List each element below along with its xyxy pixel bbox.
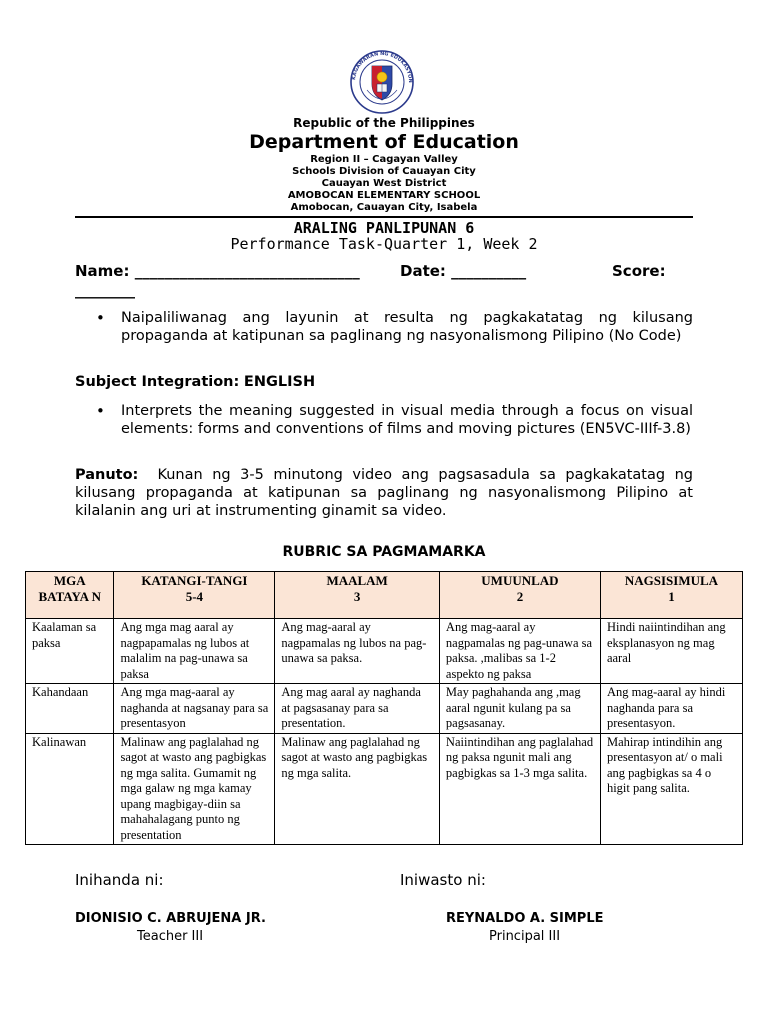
- principal-name: REYNALDO A. SIMPLE: [446, 911, 604, 926]
- date-field[interactable]: Date: __________: [400, 262, 527, 280]
- principal-position: Principal III: [489, 929, 561, 944]
- school-name: AMOBOCAN ELEMENTARY SCHOOL: [287, 190, 481, 201]
- department-title: Department of Education: [249, 131, 519, 153]
- header-label: MGA BATAYA N: [38, 573, 101, 604]
- integration-value: ENGLISH: [243, 374, 316, 390]
- name-field[interactable]: Name: ______________________________: [75, 262, 360, 280]
- republic-line: Republic of the Philippines: [293, 116, 475, 130]
- subject-title: ARALING PANLIPUNAN 6: [293, 219, 475, 237]
- checked-by-label: Iniwasto ni:: [400, 871, 486, 889]
- deped-seal-logo: [339, 50, 425, 114]
- table-row: [26, 684, 743, 734]
- district-line: Cauayan West District: [321, 178, 447, 189]
- table-cell: Mahirap intindihin ang presentasyon at/ o mali ang pagbigkas sa 4 o higit pang salita.: [600, 733, 742, 845]
- subject-integration: [75, 374, 315, 390]
- score-label: Score:: [612, 262, 666, 280]
- header-label: KATANGI-TANGI: [141, 573, 248, 588]
- rubric-header-row: [26, 572, 743, 619]
- prepared-by-label: Inihanda ni:: [75, 871, 164, 889]
- header-points: 5-4: [185, 589, 204, 604]
- teacher-name: DIONISIO C. ABRUJENA JR.: [75, 911, 266, 926]
- instructions-label: Panuto:: [75, 467, 139, 483]
- header-label: MAALAM: [326, 573, 388, 588]
- integration-text: Interprets the meaning suggested in visual media through a focus on visual elements: forms and conventions of films and moving pictures (EN5VC-IIIf-3.8): [121, 403, 693, 437]
- table-cell: Malinaw ang paglalahad ng sagot at wasto ang pagbigkas ng mga salita.: [275, 733, 440, 845]
- integration-label: Subject Integration:: [75, 374, 240, 390]
- table-cell: Malinaw ang paglalahad ng sagot at wasto ang pagbigkas ng mga salita. Gumamit ng mga galaw ng mga kamay upang magbigay-diin sa mahahalagang punto ng presentation: [114, 733, 275, 845]
- header-divider: [75, 216, 693, 218]
- table-cell: Ang mag-aaral ay nagpamalas ng lubos na pag-unawa sa paksa.: [275, 619, 440, 684]
- bullet-icon: •: [96, 402, 105, 420]
- score-field[interactable]: ________: [75, 281, 135, 299]
- svg-text:KAGAWARAN NG EDUKASYON: KAGAWARAN NG EDUKASYON: [351, 50, 414, 83]
- objective-text: Naipaliliwanag ang layunin at resulta ng pagkakatatag ng kilusang propaganda at katipunan sa paglinang ng nasyonalismong Pilipino (No Code): [121, 310, 693, 344]
- table-row: [26, 733, 743, 845]
- task-title: Performance Task-Quarter 1, Week 2: [230, 235, 538, 253]
- header-label: NAGSISIMULA: [624, 573, 719, 588]
- header-level-3: [275, 572, 440, 619]
- instructions: [75, 466, 693, 520]
- division-line: Schools Division of Cauayan City: [292, 166, 476, 177]
- table-cell: Ang mga mag aaral ay nagpapamalas ng lubos at malalim na pag-unawa sa paksa: [114, 619, 275, 684]
- table-cell: Hindi naiintindihan ang eksplanasyon ng mag aaral: [600, 619, 742, 684]
- header-label: UMUUNLAD: [481, 573, 559, 588]
- school-address: Amobocan, Cauayan City, Isabela: [290, 202, 478, 213]
- header-criteria: [26, 572, 114, 619]
- teacher-position: Teacher III: [137, 929, 204, 944]
- header-points: 3: [353, 589, 361, 604]
- criteria-cell: Kalinawan: [26, 733, 114, 845]
- header-points: 1: [668, 589, 675, 604]
- table-row: [26, 619, 743, 684]
- header-level-5-4: [114, 572, 275, 619]
- header-level-2: [439, 572, 600, 619]
- instructions-text: Kunan ng 3-5 minutong video ang pagsasadula sa pagkakatatag ng kilusang propaganda at katipunan sa paglinang ng nasyonalismong Pilipino at kilalanin ang uri at instrumenting ginamit sa video.: [75, 467, 693, 519]
- rubric-title: RUBRIC SA PAGMAMARKA: [282, 544, 486, 560]
- table-cell: Naiintindihan ang paglalahad ng paksa ngunit mali ang pagbigkas sa 1-3 mga salita.: [439, 733, 600, 845]
- rubric-table: [25, 571, 743, 845]
- bullet-icon: •: [96, 309, 105, 327]
- table-cell: Ang mga mag-aaral ay naghanda at nagsanay para sa presentasyon: [114, 684, 275, 734]
- region-line: Region II – Cagayan Valley: [310, 154, 458, 165]
- table-cell: Ang mag-aaral ay hindi naghanda para sa presentasyon.: [600, 684, 742, 734]
- table-cell: May paghahanda ang ,mag aaral ngunit kulang pa sa pagsasanay.: [439, 684, 600, 734]
- table-cell: Ang mag-aaral ay nagpamalas ng pag-unawa sa paksa. ,malibas sa 1-2 aspekto ng paksa: [439, 619, 600, 684]
- criteria-cell: Kahandaan: [26, 684, 114, 734]
- criteria-cell: Kaalaman sa paksa: [26, 619, 114, 684]
- header-points: 2: [516, 589, 524, 604]
- header-level-1: [600, 572, 742, 619]
- table-cell: Ang mag aaral ay naghanda at pagsasanay para sa presentation.: [275, 684, 440, 734]
